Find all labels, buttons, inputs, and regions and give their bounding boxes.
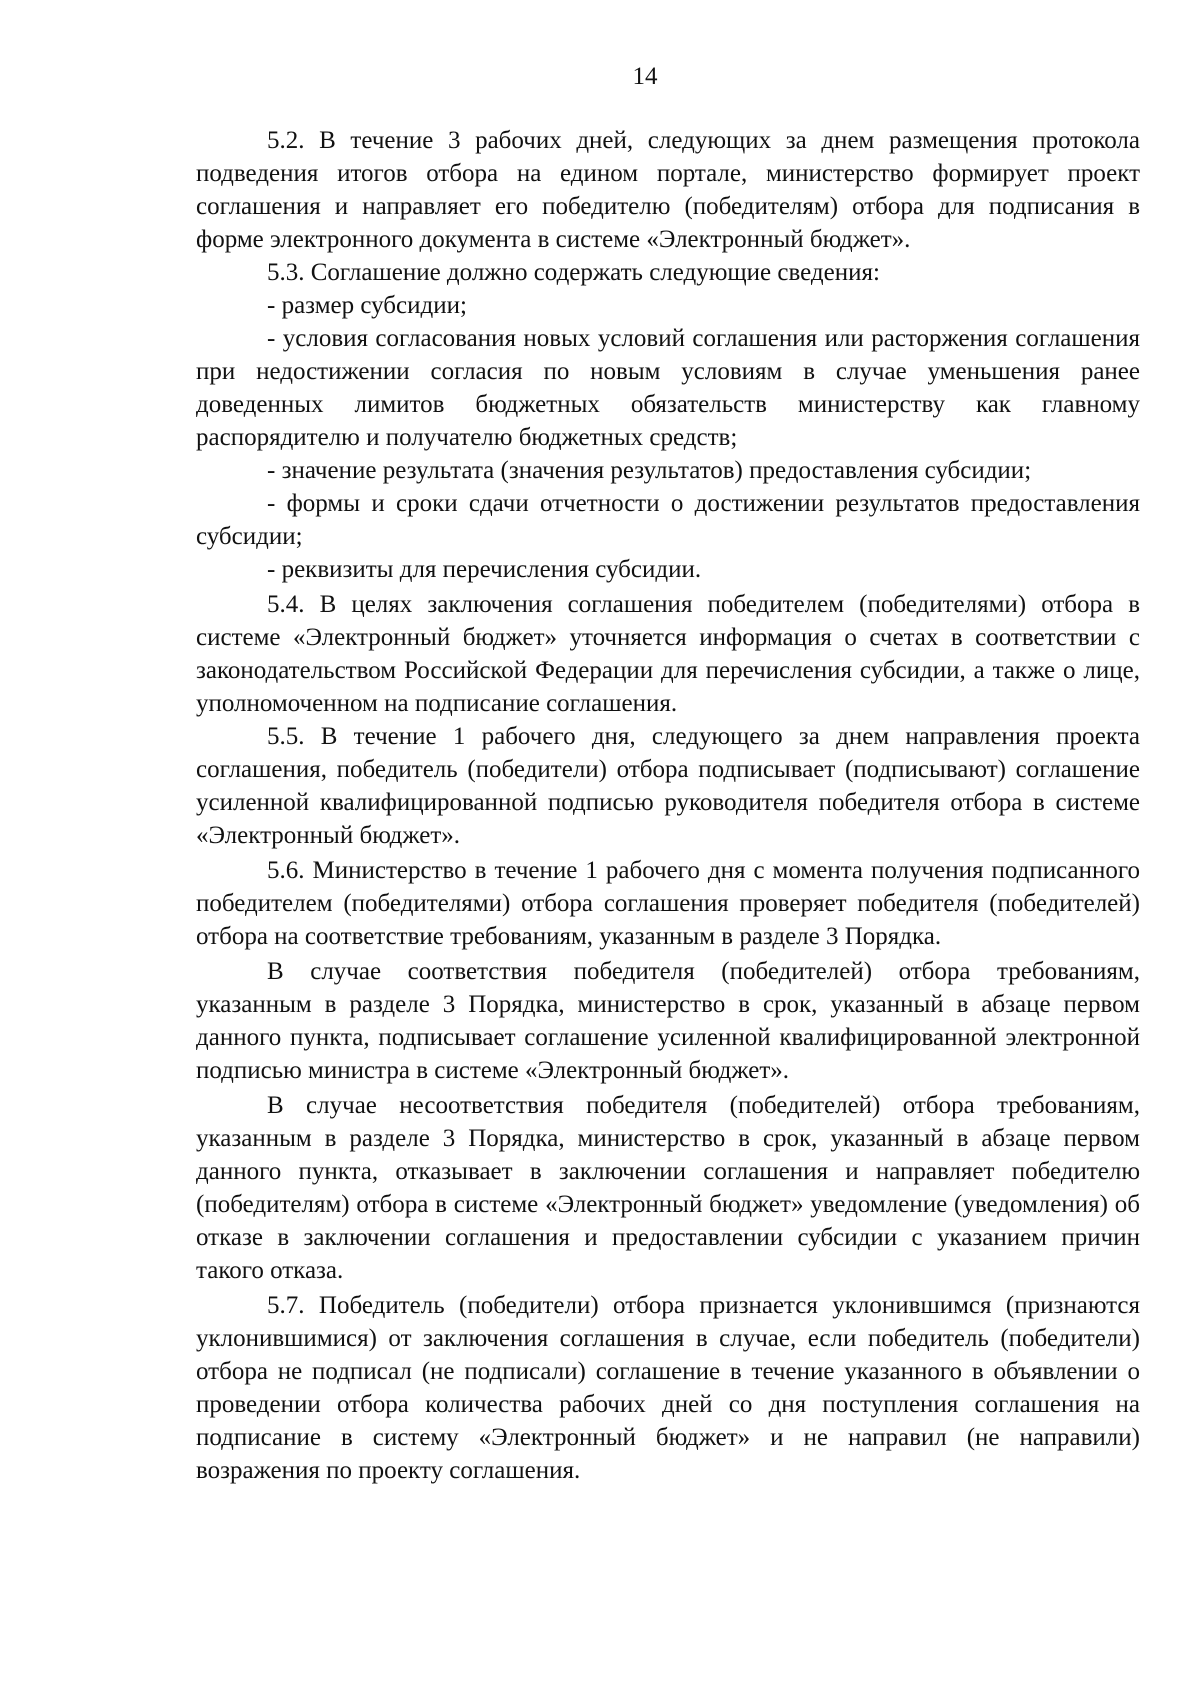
paragraph-5-7: 5.7. Победитель (победители) отбора признается уклонившимся (признаются уклонившимися) от заключения соглашения в случае, если победитель (победители) отбора не подписал (не подписали) соглашение в течение указанного в объявлении о проведении отбора количества рабочих дней со дня поступления соглашения на подписание в систему «Электронный бюджет» и не направил (не направили) возражения по проекту соглашения. (196, 1292, 1140, 1484)
document-body (196, 124, 1140, 1487)
list-item-payment-details: - реквизиты для перечисления субсидии. (267, 556, 702, 583)
paragraph-5-4: 5.4. В целях заключения соглашения победителем (победителями) отбора в системе «Электронный бюджет» уточняется информация о счетах в соответствии с законодательством Российской Федерации для перечисления субсидии, а также о лице, уполномоченном на подписание соглашения. (196, 591, 1140, 717)
page-number: 14 (632, 63, 658, 90)
paragraph-5-5: 5.5. В течение 1 рабочего дня, следующего за днем направления проекта соглашения, победитель (победители) отбора подписывает (подписывают) соглашение усиленной квалифицированной подписью руководителя победителя отбора в системе «Электронный бюджет». (196, 723, 1140, 849)
list-item-result-value: - значение результата (значения результатов) предоставления субсидии; (267, 457, 1032, 484)
paragraph-5-3: 5.3. Соглашение должно содержать следующие сведения: (267, 259, 880, 286)
paragraph-5-2: 5.2. В течение 3 рабочих дней, следующих за днем размещения протокола подведения итогов отбора на едином портале, министерство формирует проект соглашения и направляет его победителю (победителям) отбора для подписания в форме электронного документа в системе «Электронный бюджет». (196, 127, 1140, 253)
paragraph-noncompliance-case: В случае несоответствия победителя (победителей) отбора требованиям, указанным в разделе 3 Порядка, министерство в срок, указанный в абзаце первом данного пункта, отказывает в заключении соглашения и направляет победителю (победителям) отбора в системе «Электронный бюджет» уведомление (уведомления) об отказе в заключении соглашения и предоставлении субсидии с указанием причин такого отказа. (196, 1092, 1140, 1284)
paragraph-5-6: 5.6. Министерство в течение 1 рабочего дня с момента получения подписанного победителем (победителями) отбора соглашения проверяет победителя (победителей) отбора на соответствие требованиям, указанным в разделе 3 Порядка. (196, 857, 1140, 950)
list-item-agreement-conditions: - условия согласования новых условий соглашения или расторжения соглашения при недостижении согласия по новым условиям в случае уменьшения ранее доведенных лимитов бюджетных обязательств министерству как главному распорядителю и получателю бюджетных средств; (196, 325, 1140, 451)
list-item-subsidy-amount: - размер субсидии; (267, 292, 467, 319)
paragraph-compliance-case: В случае соответствия победителя (победителей) отбора требованиям, указанным в разделе 3 Порядка, министерство в срок, указанный в абзаце первом данного пункта, подписывает соглашение усиленной квалифицированной электронной подписью министра в системе «Электронный бюджет». (196, 958, 1140, 1084)
list-item-reporting-forms: - формы и сроки сдачи отчетности о достижении результатов предоставления субсидии; (196, 490, 1140, 550)
